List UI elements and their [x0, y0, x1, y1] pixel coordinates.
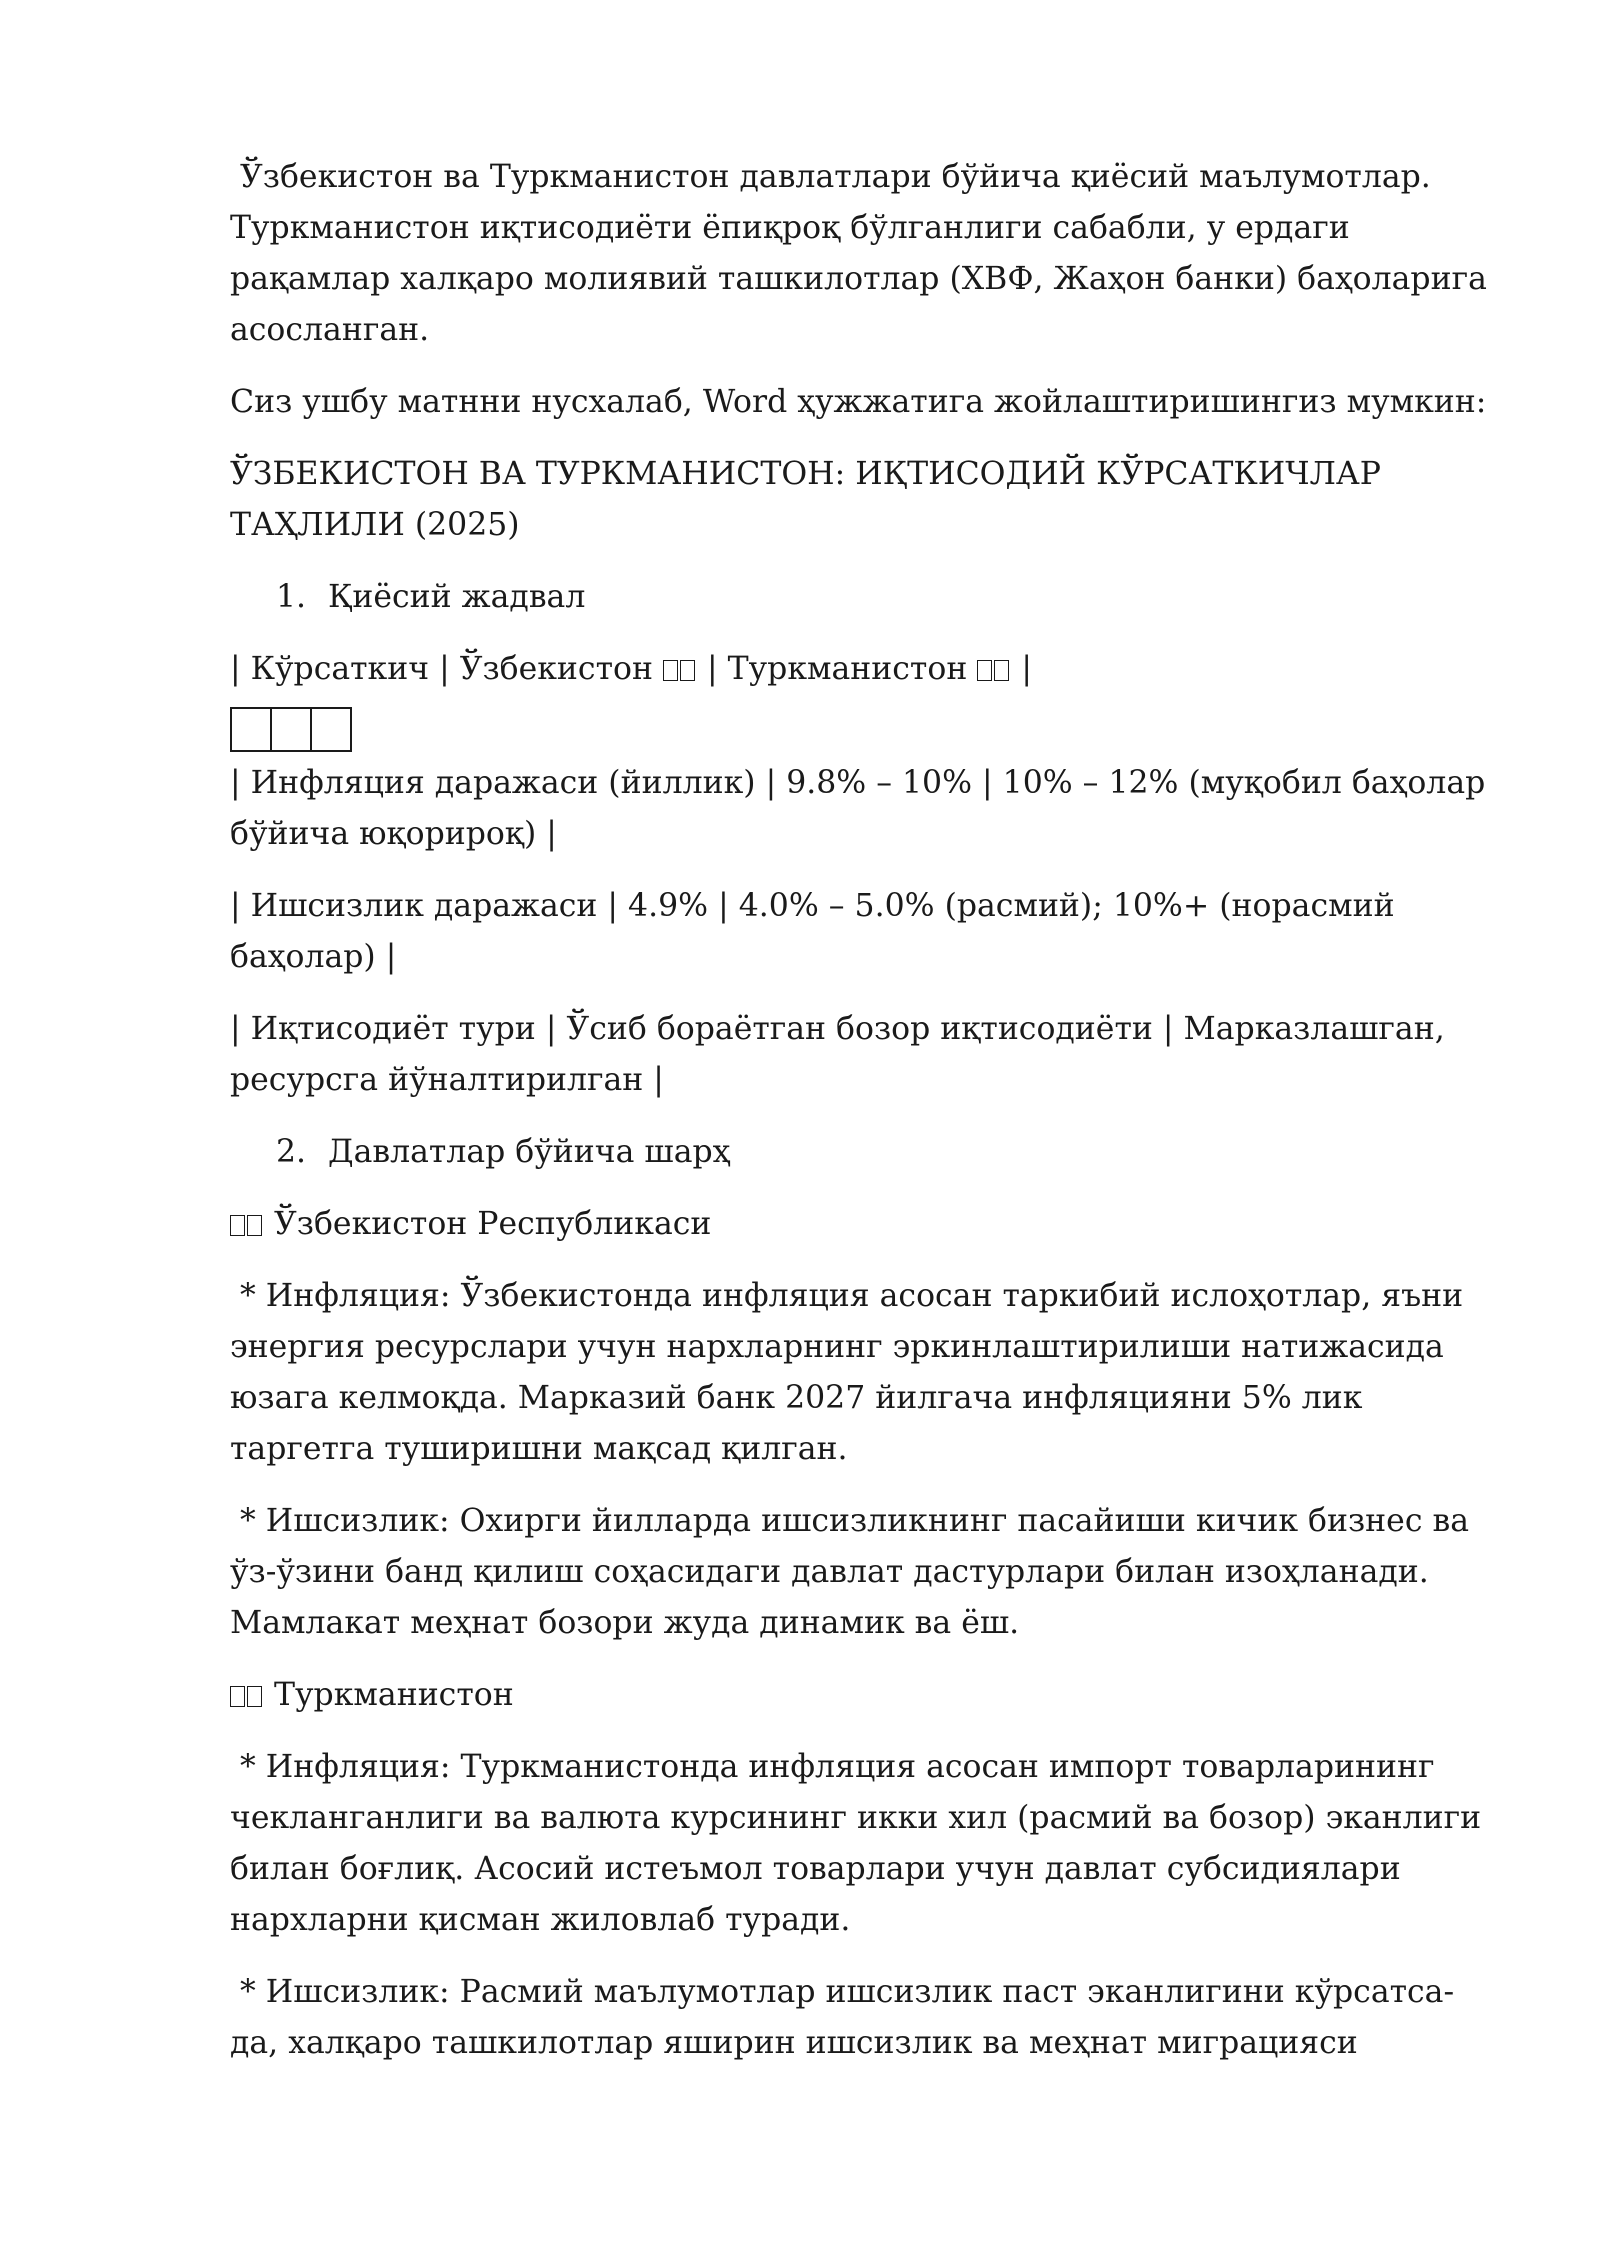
- section-1-label: Қиёсий жадвал: [328, 579, 586, 615]
- tm-flag-icon: [977, 651, 1011, 687]
- document-title: ЎЗБЕКИСТОН ВА ТУРКМАНИСТОН: ИҚТИСОДИЙ КЎРСАТКИЧЛАР ТАҲЛИЛИ (2025): [230, 456, 1381, 543]
- empty-cell: [230, 707, 272, 752]
- copy-note: Сиз ушбу матнни нусхалаб, Word ҳужжатига жойлаштиришингиз мумкин:: [230, 384, 1487, 420]
- intro-paragraph: Ўзбекистон ва Туркманистон давлатлари бўйича қиёсий маълумотлар. Туркманистон иқтисодиёти ёпиқроқ бўлганлиги сабабли, у ердаги рақамлар халқаро молиявий ташкилотлар (ХВФ, Жаҳон банки) баҳоларига асосланган.: [230, 159, 1487, 348]
- table-row-inflation: | Инфляция даражаси (йиллик) | 9.8% – 10% | 10% – 12% (муқобил баҳолар бўйича юқорироқ) |: [230, 765, 1486, 852]
- uz-inflation-paragraph: * Инфляция: Ўзбекистонда инфляция асосан таркибий ислоҳотлар, яъни энергия ресурслари учун нархларнинг эркинлаштирилиши натижасида юзага келмоқда. Марказий банк 2027 йилгача инфляцияни 5% лик таргетга туширишни мақсад қилган.: [230, 1278, 1464, 1467]
- section-2-number: 2.: [276, 1134, 307, 1170]
- table-header-line: [230, 644, 1490, 695]
- uz-flag-icon: [230, 1206, 264, 1242]
- tm-flag-icon: [230, 1677, 264, 1713]
- tm-unemployment-paragraph: * Ишсизлик: Расмий маълумотлар ишсизлик паст эканлигини кўрсатса-да, халқаро ташкилотлар яширин ишсизлик ва меҳнат миграцияси: [230, 1974, 1455, 2061]
- tm-heading: Туркманистон: [274, 1677, 514, 1713]
- section-1-heading: [230, 572, 1490, 623]
- tm-heading-line: [230, 1670, 1490, 1721]
- uz-unemployment-paragraph: * Ишсизлик: Охирги йилларда ишсизликнинг пасайиши кичик бизнес ва ўз-ўзини банд қилиш соҳасидаги давлат дастурлари билан изоҳланади. Мамлакат меҳнат бозори жуда динамик ва ёш.: [230, 1503, 1469, 1641]
- empty-cell: [310, 707, 352, 752]
- table-row-unemployment: | Ишсизлик даражаси | 4.9% | 4.0% – 5.0% (расмий); 10%+ (норасмий баҳолар) |: [230, 888, 1395, 975]
- table-header-b: | Туркманистон: [707, 651, 968, 687]
- section-1-number: 1.: [276, 579, 307, 615]
- table-row-economy-type: | Иқтисодиёт тури | Ўсиб бораётган бозор иқтисодиёти | Марказлашган, ресурсга йўналтирилган |: [230, 1011, 1445, 1098]
- empty-cell: [270, 707, 312, 752]
- section-2-heading: [230, 1127, 1490, 1178]
- uz-heading: Ўзбекистон Республикаси: [274, 1206, 712, 1242]
- section-2-label: Давлатлар бўйича шарҳ: [328, 1134, 731, 1170]
- empty-table-cells: [230, 707, 1490, 752]
- uz-flag-icon: [663, 651, 697, 687]
- table-header-c: |: [1021, 651, 1032, 687]
- uz-heading-line: [230, 1199, 1490, 1250]
- tm-inflation-paragraph: * Инфляция: Туркманистонда инфляция асосан импорт товарларининг чекланганлиги ва валюта курсининг икки хил (расмий ва бозор) эканлиги билан боғлиқ. Асосий истеъмол товарлари учун давлат субсидиялари нархларни қисман жиловлаб туради.: [230, 1749, 1482, 1938]
- table-header-a: | Кўрсаткич | Ўзбекистон: [230, 651, 653, 687]
